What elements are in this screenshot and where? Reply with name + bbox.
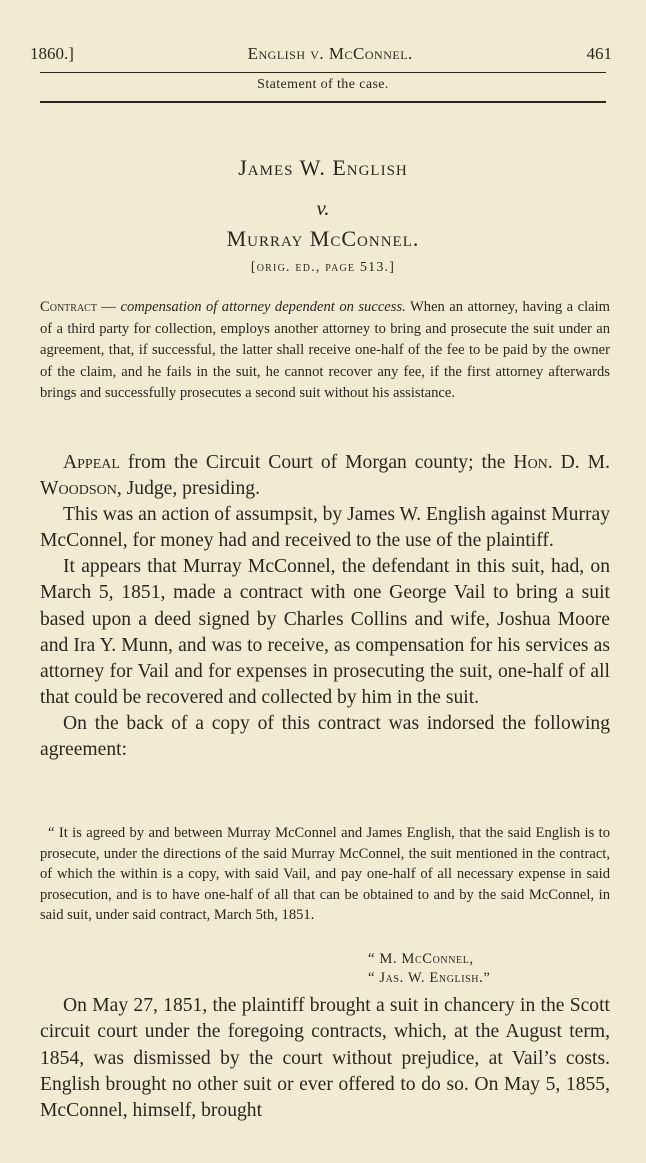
case-versus: v.	[316, 196, 330, 220]
running-head-year: 1860.]	[30, 44, 74, 63]
appeal-tail: , Judge, presiding.	[116, 478, 260, 500]
case-defendant: Murray McConnel.	[226, 226, 420, 251]
running-head	[30, 44, 612, 64]
section-label: Statement of the case.	[257, 77, 389, 92]
case-plaintiff: James W. English	[238, 155, 408, 180]
quoted-agreement-text: “ It is agreed by and between Murray McConnel and James English, that the said English is to prosecute, under the directions of the said Murray McConnel, the suit mentioned in the contract, of which the within is a copy, with said Vail, and pay one-half of all necessary expense in said prosecution, and is to have one-half of all that can be obtained to and by the said McConnel, in said suit, under said contract, March 5th, 1851.	[40, 825, 610, 924]
statement-body	[40, 450, 610, 763]
running-head-title: English v. McConnel.	[247, 44, 413, 63]
quoted-agreement	[40, 823, 610, 926]
headnote-lead: Contract	[40, 299, 97, 315]
paragraph-action: This was an action of assumpsit, by James W. English against Murray McConnel, for money had and received to the use of the plaintiff.	[40, 504, 610, 552]
statement-body-continued	[40, 993, 610, 1124]
signature-mcconnel: “ M. McConnel,	[368, 951, 474, 967]
headnote-topic: compensation of attorney dependent on success.	[120, 299, 406, 315]
signature-english: “ Jas. W. English.”	[368, 970, 491, 986]
page-number: 461	[586, 44, 612, 63]
paragraph-contract: It appears that Murray McConnel, the defendant in this suit, had, on March 5, 1851, made a contract with one George Vail to bring a suit based upon a deed signed by Charles Collins and wife, Joshua Moore and Ira Y. Munn, and was to receive, as compensation for his services as attorney for Vail and for expenses in prosecuting the suit, one-half of all that could be recovered and collected by him in the suit.	[40, 556, 610, 708]
appeal-judge: Hon. D. M. Woodson	[40, 452, 610, 500]
top-rule	[40, 72, 606, 73]
original-edition-reference: [orig. ed., page 513.]	[250, 260, 396, 275]
section-rule	[40, 101, 606, 103]
paragraph-indorsement: On the back of a copy of this contract was indorsed the following agreement:	[40, 712, 610, 761]
appeal-paragraph	[40, 450, 610, 502]
paragraph-chancery-suit: On May 27, 1851, the plaintiff brought a suit in chancery in the Scott circuit court under the foregoing contracts, which, at the August term, 1854, was dismissed by the court without prejudice, at Vail’s costs. English brought no other suit or ever offered to do so. On May 5, 1855, McConnel, himself, brought	[40, 995, 610, 1122]
headnote-text: When an attorney, having a claim of a third party for collection, employs another attorney to bring and prosecute the suit under an agreement, that, if successful, the latter shall receive one-half of the fee to be paid by the owner of the claim, and he fails in the suit, he cannot recover any fee, if the first attorney afterwards brings and successfully prosecutes a second suit without his assistance.	[40, 299, 611, 401]
appeal-text: from the Circuit Court of Morgan county; the	[127, 452, 506, 473]
appeal-lead: Appeal	[63, 452, 120, 473]
headnote: Contract — compensation of attorney dependent on success. When an attorney, having a claim of a third party for collection, employs another attorney to bring and prosecute the suit under an agreement, that, if successful, the latter shall receive one-half of the fee to be paid by the owner of the claim, and he fails in the suit, he cannot recover any fee, if the first attorney afterwards brings and successfully prosecutes a second suit without his assistance.	[40, 299, 611, 401]
